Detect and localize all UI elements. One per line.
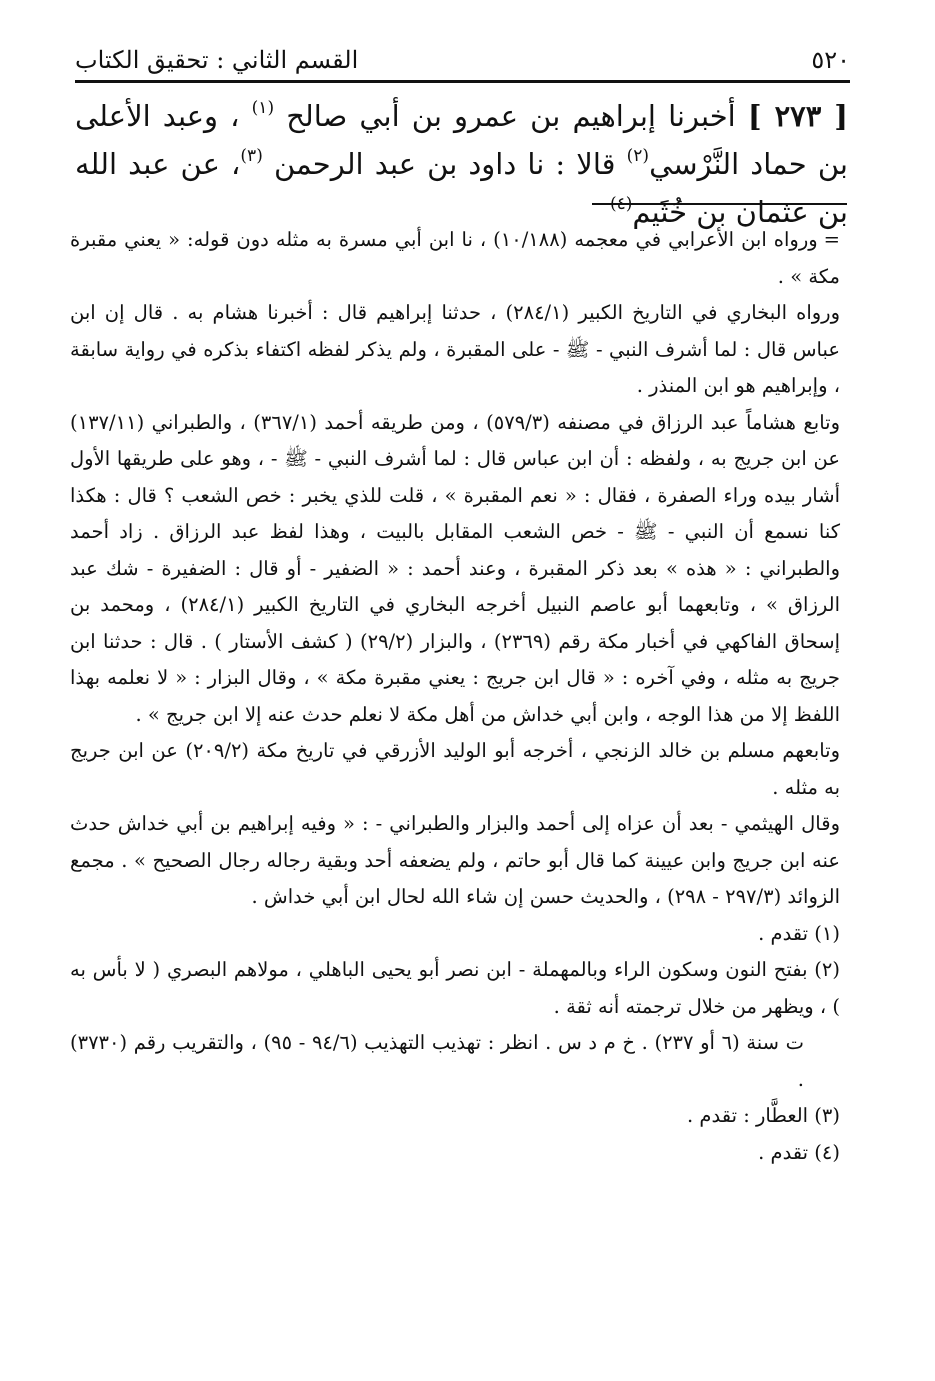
footnote-continuation [70, 222, 840, 295]
footnote-3: (٣) العطَّار : تقدم . [687, 1104, 840, 1127]
footnote-separator [592, 203, 847, 205]
hadith-text-part: ، عن عبد الله بن عثمان بن خُثَيم [75, 147, 848, 229]
hadith-text-part: ، وعبد الأعلى بن حماد النَّرْسي [75, 99, 848, 181]
footnote-ref-2: (٢) [626, 146, 650, 166]
footnote-ref-3: (٣) [240, 146, 263, 166]
footnote-paragraph: وقال الهيثمي - بعد أن عزاه إلى أحمد والبزار والطبراني - : « وفيه إبراهيم بن أبي خداش حدث عنه ابن جريج وابن عيينة كما قال أبو حاتم ، ولم يضعفه أحد وبقية رجاله رجال الصحيح » . مجمع الزوائد (٢٩٧/٣ - ٢٩٨) ، والحديث حسن إن شاء الله لحال ابن أبي خداش . [70, 812, 840, 908]
header-rule [75, 80, 850, 83]
footnote-2: (٢) بفتح النون وسكون الراء وبالمهملة - ابن نصر أبو يحيى الباهلي ، مولاهم البصري ( لا بأس به ) ، ويظهر من خلال ترجمته أنه ثقة . [70, 958, 840, 1018]
footnote-4: (٤) تقدم . [758, 1140, 840, 1164]
hadith-text-part: أخبرنا إبراهيم بن عمرو بن أبي صالح [286, 99, 748, 133]
footnote-paragraph: ورواه البخاري في التاريخ الكبير (٢٨٤/١) ، حدثنا إبراهيم قال : أخبرنا هشام به . قال إن ابن عباس قال : لما أشرف النبي - ﷺ - على المقبرة ، ولم يذكر لفظه اكتفاء بذكره في رواية سابقة ، وإبراهيم هو ابن المنذر . [70, 301, 840, 397]
footnotes [70, 222, 840, 1171]
footnote-paragraph: وتابعهم مسلم بن خالد الزنجي ، أخرجه أبو الوليد الأزرقي في تاريخ مكة (٢٠٩/٢) عن ابن جريج به مثله . [70, 739, 840, 799]
footnote-1: (١) تقدم . [758, 921, 840, 945]
footnote-ref-4: (٤) [609, 194, 633, 214]
footnote-ref-1: (١) [251, 98, 275, 118]
running-title: القسم الثاني : تحقيق الكتاب [75, 46, 359, 74]
continuation-mark: = [823, 228, 841, 251]
hadith-paragraph [75, 92, 848, 236]
hadith-text-part: قالا : نا داود بن عبد الرحمن [273, 147, 627, 181]
page-number: ٥٢٠ [811, 46, 850, 74]
hadith-number: [ ٢٧٣ ] [747, 99, 849, 133]
page-header [75, 42, 850, 80]
footnote-2-continued: ت سنة (٦ أو ٢٣٧) . خ م د س . انظر : تهذيب التهذيب (٩٤/٦ - ٩٥) ، والتقريب رقم (٣٧٣٠) . [70, 1031, 804, 1091]
hadith-text [75, 92, 848, 236]
footnote-paragraph: وتابع هشاماً عبد الرزاق في مصنفه (٥٧٩/٣) ، ومن طريقه أحمد (٣٦٧/١) ، والطبراني (١٣٧/١١) عن ابن جريج به ، ولفظه : أن ابن عباس قال : لما أشرف النبي - ﷺ - ، وهو على طريقها الأول أشار بيده وراء الصفرة ، فقال : « نعم المقبرة » ، قلت للذي يخبر : خص الشعب ؟ قال : هكذا كنا نسمع أن النبي - ﷺ - خص الشعب المقابل بالبيت ، وهذا لفظ عبد الرزاق . زاد أحمد والطبراني : « هذه » بعد ذكر المقبرة ، وعند أحمد : « الضفير - أو قال : الضفيرة - شك عبد الرزاق » ، وتابعهما أبو عاصم النبيل أخرجه البخاري في التاريخ الكبير (٢٨٤/١) ، ومحمد بن إسحاق الفاكهي في أخبار مكة رقم (٢٣٦٩) ، والبزار (٢٩/٢) ( كشف الأستار ) . قال : حدثنا ابن جريج به مثله ، وفي آخره : « قال ابن جريج : يعني مقبرة مكة » ، وقال البزار : « لا نعلمه بهذا اللفظ إلا من هذا الوجه ، وابن أبي خداش من أهل مكة لا نعلم حدث عنه إلا ابن جريج » . [70, 410, 841, 726]
footnote-paragraph: ورواه ابن الأعرابي في معجمه (١٠/١٨٨) ، نا ابن أبي مسرة به مثله دون قوله: « يعني مقبرة مكة » . [70, 228, 840, 288]
